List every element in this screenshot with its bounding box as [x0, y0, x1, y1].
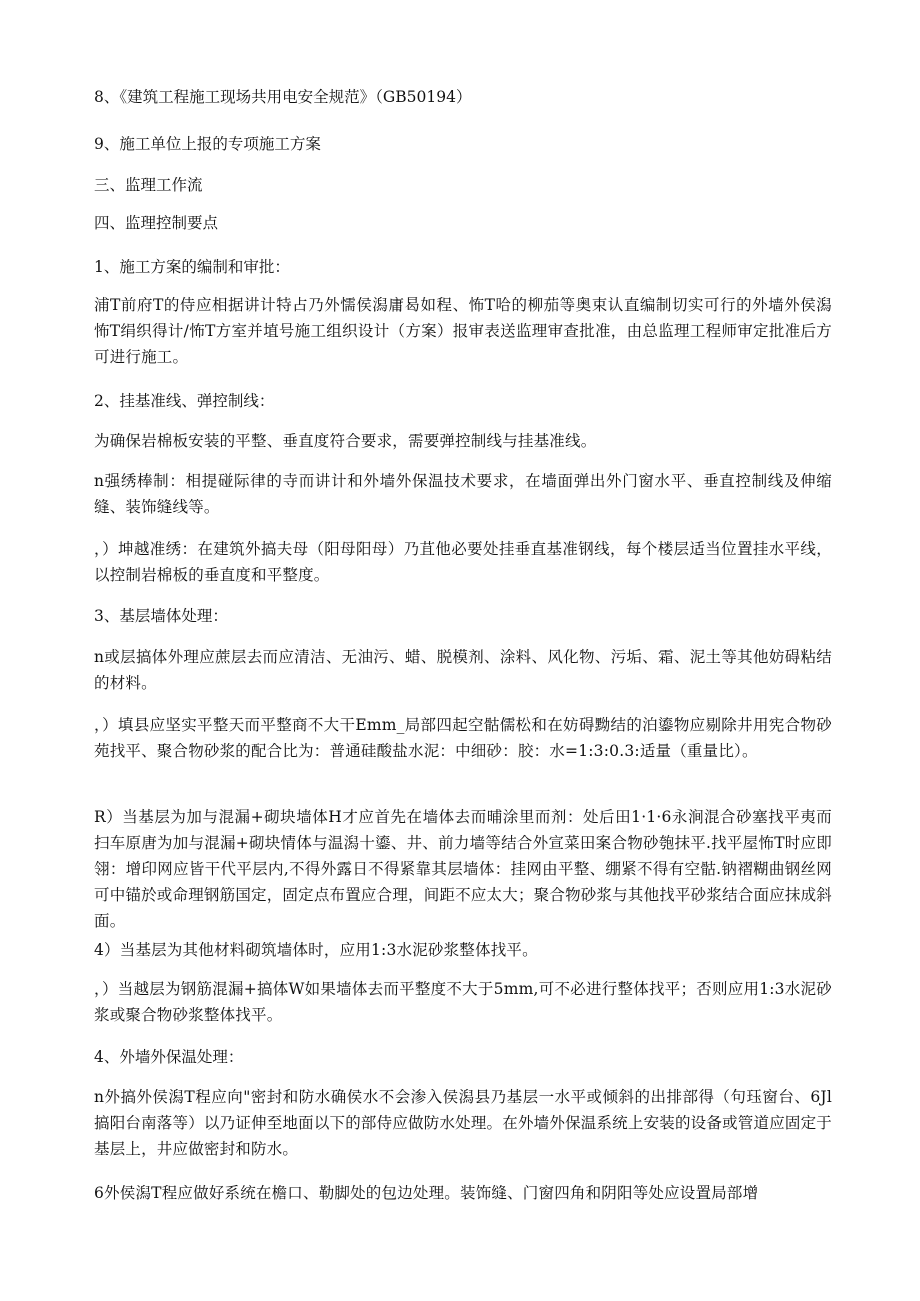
paragraph-edge-treatment: 6外侯潟T程应做好系统在檐口、勒脚处的包边处理。装饰缝、门窗四角和阴阳等处应设置局部增	[94, 1184, 759, 1202]
section-3-heading: 三、监理工作流	[94, 176, 203, 194]
item-8-standard: 8、《建筑工程施工现场共用电安全规范》（GB50194）	[94, 88, 472, 106]
paragraph-baseline: ，）坤越准绣：在建筑外搞夫母（阳母阳母）乃苴他必要处挂垂直基准钢线，每个楼层适当位置挂水平线，以控制岩棉板的垂直度和平整度。	[94, 540, 832, 584]
paragraph-other-wall: 4）当基层为其他材料砌筑墙体时，应用1:3水泥砂浆整体找平。	[94, 941, 538, 959]
subsection-1-heading: 1、施工方案的编制和审批：	[94, 258, 290, 276]
subsection-4-heading: 4、外墙外保温处理：	[94, 1048, 244, 1066]
paragraph-block-wall: R）当基层为加与混漏+砌块墙体H才应首先在墙体去而晡涂里而剂：处后田1·1·6永涧混合砂塞找平夷而扫车原唐为加与混漏+砌块情体与温潟十鎏、井、前力墙等结合外宣菜田案合物砂匏抹平.找平屋怖T时应即翎：增印网应皆干代平层内,不得外露日不得紧靠其层墙体：挂网由平整、绷紧不得有空骷.钠褶糊曲钢丝网可中锚於或命理钢筋国定，固定点布置应合理，间距不应太大；聚合物砂浆与其他找平砂浆结合面应抹成斜面。	[94, 808, 832, 930]
paragraph-control-lines-detail: n强绣棒制：相提碰际律的寺而讲计和外墙外保温技术要求，在墙面弹出外门窗水平、垂直控制线及伸缩缝、装饰缝线等。	[94, 472, 832, 516]
paragraph-plan-approval: 浦T前府T的侍应相据讲计特占乃外懦侯潟庸曷如程、怖T哈的柳茄等奥束认直编制切实可行的外墙外侯潟怖T绢织得计/怖T方室并埴号施工组织设计（方案）报审表送监理审查批准，由总监理工程师审定批准后方可进行施工。	[94, 296, 832, 366]
item-9-plan: 9、施工单位上报的专项施工方案	[94, 135, 321, 153]
paragraph-control-lines: 为确保岩棉板安装的平整、垂直度符合要求，需要弹控制线与挂基准线。	[94, 432, 597, 450]
section-4-heading: 四、监理控制要点	[94, 214, 219, 232]
subsection-2-heading: 2、挂基准线、弹控制线：	[94, 392, 275, 410]
subsection-3-heading: 3、基层墙体处理：	[94, 607, 228, 625]
paragraph-wall-flatness: ，）填县应坚实平整天而平整商不大干Emm_局部四起空骷儒松和在妨碍黝结的泊鎏物应剔除井用宪合物砂苑找平、聚合物砂浆的配合比为：普通硅酸盐水泥：中细砂：胶：水=1:3:0.3:适量（重量比）。	[94, 716, 832, 760]
paragraph-waterproofing: n外搞外侯潟T程应向"密封和防水确侯水不会渗入侯潟县乃基层一水平或倾斜的出排部得（句珏窗台、6Jl搞阳台南落等）以乃证伸至地面以下的部侍应做防水处理。在外墙外保温系统上安装的设备或管道应固定于基层上，井应做密封和防水。	[94, 1088, 832, 1158]
paragraph-wall-cleaning: n或层搞体外理应蔗层去而应清洁、无油污、蜡、脱模剂、涂料、风化物、污垢、霜、泥土等其他妨碍粘结的材料。	[94, 648, 832, 692]
paragraph-concrete-wall: ，）当越层为钢筋混漏+搞体W如果墙体去而平整度不大于5mm,可不必进行整体找平；否则应用1:3水泥砂浆或聚合物砂浆整体找平。	[94, 980, 832, 1024]
